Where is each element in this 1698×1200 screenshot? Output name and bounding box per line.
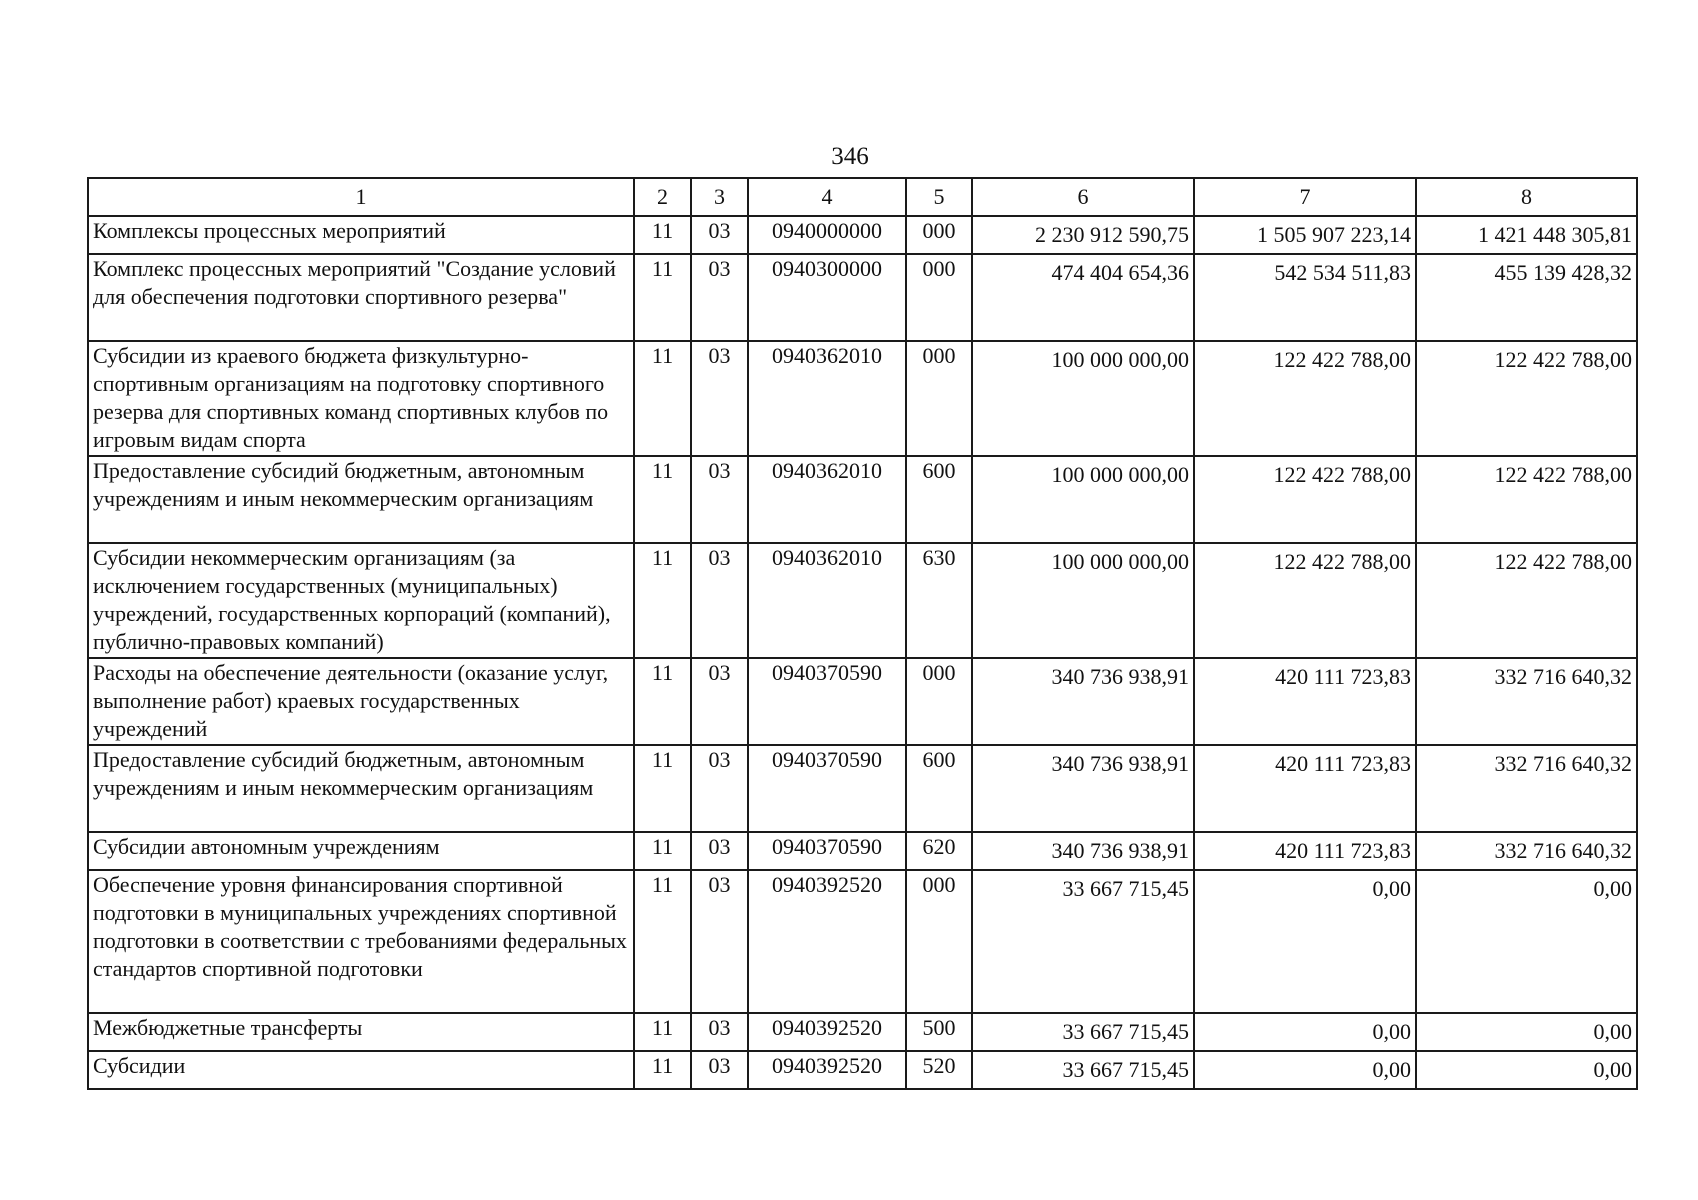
row-amount-col6: 100 000 000,00 [972, 543, 1194, 658]
row-section: 11 [634, 543, 691, 658]
row-amount-col8: 1 421 448 305,81 [1416, 216, 1637, 254]
table-row [88, 1051, 1637, 1089]
row-section: 11 [634, 1013, 691, 1051]
row-name: Комплексы процессных мероприятий [88, 216, 634, 254]
row-expense-type: 520 [906, 1051, 972, 1089]
row-amount-col8: 455 139 428,32 [1416, 254, 1637, 341]
row-subsection: 03 [691, 832, 748, 870]
row-amount-col8: 332 716 640,32 [1416, 745, 1637, 832]
row-subsection: 03 [691, 658, 748, 745]
row-target-code: 0940362010 [748, 341, 906, 456]
row-amount-col6: 33 667 715,45 [972, 870, 1194, 1013]
row-target-code: 0940392520 [748, 1013, 906, 1051]
column-header-4: 4 [748, 178, 906, 216]
row-subsection: 03 [691, 870, 748, 1013]
row-subsection: 03 [691, 254, 748, 341]
row-amount-col6: 340 736 938,91 [972, 832, 1194, 870]
row-amount-col8: 0,00 [1416, 1051, 1637, 1089]
row-subsection: 03 [691, 456, 748, 543]
row-name: Субсидии из краевого бюджета физкультурно-спортивным организациям на подготовку спортивного резерва для спортивных команд спортивных клубов по игровым видам спорта [88, 341, 634, 456]
row-expense-type: 000 [906, 216, 972, 254]
row-expense-type: 000 [906, 870, 972, 1013]
row-amount-col6: 340 736 938,91 [972, 658, 1194, 745]
table-row [88, 543, 1637, 658]
row-amount-col6: 340 736 938,91 [972, 745, 1194, 832]
row-name: Предоставление субсидий бюджетным, автономным учреждениям и иным некоммерческим организациям [88, 456, 634, 543]
row-target-code: 0940392520 [748, 870, 906, 1013]
column-header-7: 7 [1194, 178, 1416, 216]
table-row [88, 870, 1637, 1013]
row-expense-type: 000 [906, 254, 972, 341]
row-name: Обеспечение уровня финансирования спортивной подготовки в муниципальных учреждениях спортивной подготовки в соответствии с требованиями федеральных стандартов спортивной подготовки [88, 870, 634, 1013]
row-name: Комплекс процессных мероприятий "Создание условий для обеспечения подготовки спортивного резерва" [88, 254, 634, 341]
row-subsection: 03 [691, 1051, 748, 1089]
row-expense-type: 500 [906, 1013, 972, 1051]
budget-table [87, 177, 1638, 1090]
row-section: 11 [634, 341, 691, 456]
row-amount-col7: 420 111 723,83 [1194, 658, 1416, 745]
row-amount-col6: 100 000 000,00 [972, 341, 1194, 456]
row-amount-col8: 0,00 [1416, 1013, 1637, 1051]
column-header-5: 5 [906, 178, 972, 216]
table-row [88, 341, 1637, 456]
row-expense-type: 620 [906, 832, 972, 870]
table-row [88, 658, 1637, 745]
row-target-code: 0940300000 [748, 254, 906, 341]
column-header-1: 1 [88, 178, 634, 216]
row-target-code: 0940392520 [748, 1051, 906, 1089]
row-section: 11 [634, 658, 691, 745]
row-expense-type: 000 [906, 658, 972, 745]
row-amount-col6: 33 667 715,45 [972, 1051, 1194, 1089]
row-name: Расходы на обеспечение деятельности (оказание услуг, выполнение работ) краевых государственных учреждений [88, 658, 634, 745]
row-amount-col8: 122 422 788,00 [1416, 456, 1637, 543]
table-row [88, 832, 1637, 870]
row-expense-type: 600 [906, 456, 972, 543]
row-amount-col6: 474 404 654,36 [972, 254, 1194, 341]
column-header-3: 3 [691, 178, 748, 216]
table-row [88, 216, 1637, 254]
row-section: 11 [634, 1051, 691, 1089]
page-number: 346 [831, 143, 869, 170]
row-name: Межбюджетные трансферты [88, 1013, 634, 1051]
row-amount-col7: 542 534 511,83 [1194, 254, 1416, 341]
row-amount-col7: 420 111 723,83 [1194, 745, 1416, 832]
row-target-code: 0940370590 [748, 832, 906, 870]
row-expense-type: 600 [906, 745, 972, 832]
row-amount-col8: 122 422 788,00 [1416, 543, 1637, 658]
table-row [88, 254, 1637, 341]
row-section: 11 [634, 216, 691, 254]
row-amount-col8: 0,00 [1416, 870, 1637, 1013]
header-row [88, 178, 1637, 216]
column-header-8: 8 [1416, 178, 1637, 216]
row-amount-col6: 2 230 912 590,75 [972, 216, 1194, 254]
row-amount-col7: 1 505 907 223,14 [1194, 216, 1416, 254]
row-amount-col6: 33 667 715,45 [972, 1013, 1194, 1051]
row-expense-type: 630 [906, 543, 972, 658]
row-amount-col8: 332 716 640,32 [1416, 658, 1637, 745]
row-name: Субсидии некоммерческим организациям (за исключением государственных (муниципальных) учреждений, государственных корпораций (компаний), публично-правовых компаний) [88, 543, 634, 658]
row-amount-col7: 122 422 788,00 [1194, 341, 1416, 456]
row-name: Предоставление субсидий бюджетным, автономным учреждениям и иным некоммерческим организациям [88, 745, 634, 832]
row-expense-type: 000 [906, 341, 972, 456]
row-name: Субсидии автономным учреждениям [88, 832, 634, 870]
row-subsection: 03 [691, 543, 748, 658]
row-amount-col7: 122 422 788,00 [1194, 456, 1416, 543]
row-subsection: 03 [691, 745, 748, 832]
table-row [88, 745, 1637, 832]
row-section: 11 [634, 870, 691, 1013]
column-header-2: 2 [634, 178, 691, 216]
row-amount-col7: 122 422 788,00 [1194, 543, 1416, 658]
row-amount-col8: 122 422 788,00 [1416, 341, 1637, 456]
row-subsection: 03 [691, 1013, 748, 1051]
row-name: Субсидии [88, 1051, 634, 1089]
row-amount-col7: 420 111 723,83 [1194, 832, 1416, 870]
row-section: 11 [634, 745, 691, 832]
row-amount-col8: 332 716 640,32 [1416, 832, 1637, 870]
row-amount-col6: 100 000 000,00 [972, 456, 1194, 543]
row-subsection: 03 [691, 341, 748, 456]
table-row [88, 1013, 1637, 1051]
row-amount-col7: 0,00 [1194, 1013, 1416, 1051]
row-section: 11 [634, 254, 691, 341]
row-section: 11 [634, 456, 691, 543]
row-target-code: 0940370590 [748, 658, 906, 745]
row-target-code: 0940362010 [748, 456, 906, 543]
row-amount-col7: 0,00 [1194, 870, 1416, 1013]
row-target-code: 0940370590 [748, 745, 906, 832]
row-amount-col7: 0,00 [1194, 1051, 1416, 1089]
row-subsection: 03 [691, 216, 748, 254]
row-target-code: 0940362010 [748, 543, 906, 658]
row-target-code: 0940000000 [748, 216, 906, 254]
row-section: 11 [634, 832, 691, 870]
table-row [88, 456, 1637, 543]
column-header-6: 6 [972, 178, 1194, 216]
